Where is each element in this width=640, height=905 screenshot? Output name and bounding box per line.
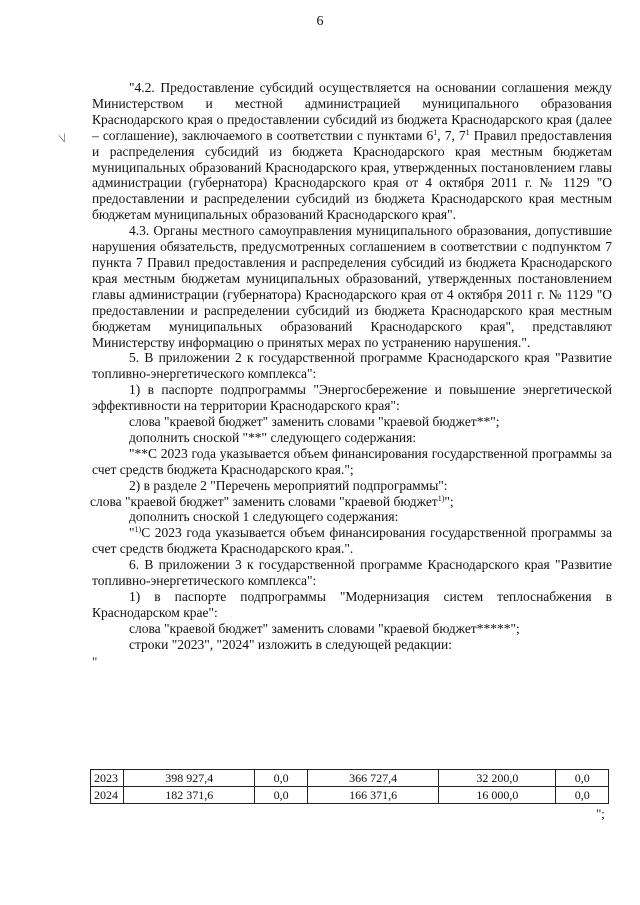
text-run: слова "краевой бюджет" заменить словами "краевой бюджет*****";	[129, 620, 520, 636]
paragraph-p-5-2	[92, 478, 612, 494]
text-run: 6. В приложении 3 к государственной программе Краснодарского края "Развитие топливно-энергетического комплекса":	[92, 557, 612, 589]
page-number: 6	[316, 14, 324, 29]
margin-handwritten-mark: \/	[57, 130, 69, 146]
text-run: С 2023 года указывается объем финансирования государственной программы за счет средств бюджета Краснодарского края.".	[92, 525, 612, 557]
paragraph-p-5-2-c	[92, 525, 612, 557]
footnote-marker: 1	[465, 127, 470, 137]
paragraph-p-5-2-a	[90, 494, 612, 510]
footnote-marker: 1)	[437, 493, 445, 503]
text-run: "4.2. Предоставление субсидий осуществляется на основании соглашения между Министерством и местной администрацией муниципального образования Краснодарского края о предоставлении субсидий из бюджета Краснодарского края (далее – соглашение), заключаемого в соответствии с пунктами 6	[92, 80, 612, 143]
footnote-marker: 1)	[134, 525, 142, 535]
text-run: строки "2023", "2024" изложить в следующей редакции:	[129, 636, 452, 652]
paragraph-p-5-1-c	[92, 446, 612, 478]
paragraph-p-5-1-b	[92, 430, 612, 446]
text-run: Правил предоставления и распределения субсидий из бюджета Краснодарского края местным бюджетам муниципальных образований Краснодарского края, утвержденных постановлением главы администрации (губернатора) Краснодарского края от 4 октября 2011 г. № 1129 "О предоставлении и распределении субсидий из бюджета Краснодарского края местным бюджетам муниципальных образований Краснодарского края".	[92, 127, 613, 223]
table-cell-value: 0,0	[556, 770, 609, 787]
footnote-marker: 1	[433, 127, 438, 137]
text-run: 1) в паспорте подпрограммы "Энергосбережение и повышение энергетической эффективности на территории Краснодарского края":	[92, 382, 612, 414]
table-row	[91, 787, 609, 804]
document-body	[92, 80, 612, 671]
paragraph-p-6-1	[92, 589, 612, 621]
table-cell-value: 166 371,6	[307, 787, 438, 804]
text-run: 4.3. Органы местного самоуправления муниципального образования, допустившие нарушения обязательств, предусмотренных соглашением в соответствии с подпунктом 7 пункта 7 Правил предоставления и распределения субсидий из бюджета Краснодарского края местным бюджетам муниципальных образований, утвержденных постановлением главы администрации (губернатора) Краснодарского края от 4 октября 2011 г. № 1129 "О предоставлении и распределении субсидий из бюджета Краснодарского края местным бюджетам муниципальных образований Краснодарского края", представляют Министерству информацию о принятых мерах по устранению нарушения.".	[92, 223, 612, 350]
paragraph-p-5-1	[92, 382, 612, 414]
paragraph-p-6-1-a	[92, 621, 612, 637]
text-run: 2) в разделе 2 "Перечень мероприятий подпрограммы":	[129, 477, 448, 493]
paragraph-p-6	[92, 557, 612, 589]
text-run: дополнить сноской "**" следующего содержания:	[129, 429, 417, 445]
table-cell-value: 182 371,6	[124, 787, 255, 804]
paragraph-p-4-2	[92, 80, 612, 223]
paragraph-p-4-3	[92, 223, 612, 350]
table-row	[91, 770, 609, 787]
opening-quote-mark: "	[92, 653, 98, 669]
paragraph-p-5-1-a	[92, 414, 612, 430]
text-run: дополнить сноской 1 следующего содержания:	[129, 509, 399, 525]
table-cell-value: 366 727,4	[307, 770, 438, 787]
funding-table	[90, 769, 609, 804]
table-cell-value: 32 200,0	[439, 770, 556, 787]
table-cell-value: 0,0	[556, 787, 609, 804]
paragraph-p-6-1-b	[92, 637, 612, 653]
table-cell-year: 2023	[91, 770, 124, 787]
table-cell-year: 2024	[91, 787, 124, 804]
paragraph-p-5-2-b	[92, 509, 612, 525]
text-run: слова "краевой бюджет" заменить словами "краевой бюджет	[90, 493, 438, 509]
text-run: ";	[444, 493, 454, 509]
table-cell-value: 16 000,0	[439, 787, 556, 804]
table-cell-value: 398 927,4	[124, 770, 255, 787]
text-run: 5. В приложении 2 к государственной программе Краснодарского края "Развитие топливно-энергетического комплекса":	[92, 350, 612, 382]
table-cell-value: 0,0	[255, 787, 308, 804]
text-run: "**С 2023 года указывается объем финансирования государственной программы за счет средств бюджета Краснодарского края.";	[92, 445, 612, 477]
table-cell-value: 0,0	[255, 770, 308, 787]
text-run: слова "краевой бюджет" заменить словами "краевой бюджет**";	[129, 414, 500, 430]
text-run: "	[129, 525, 135, 541]
text-run: , 7, 7	[437, 127, 466, 143]
closing-quote-mark: ";	[596, 806, 605, 821]
text-run: 1) в паспорте подпрограммы "Модернизация систем теплоснабжения в Краснодарском крае":	[92, 589, 612, 620]
paragraph-p-5	[92, 350, 612, 382]
